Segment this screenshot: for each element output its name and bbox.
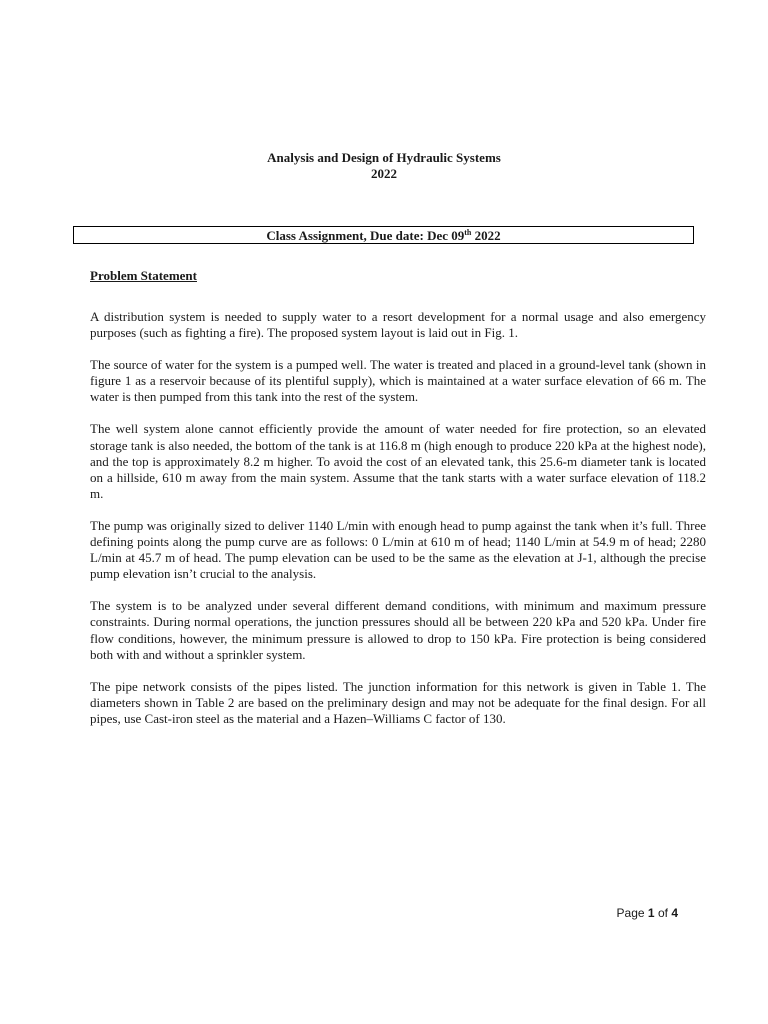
- assignment-due-text: Class Assignment, Due date: Dec 09: [266, 228, 465, 243]
- paragraph-demand-conditions: The system is to be analyzed under several different demand conditions, with minimum and maximum pressure constraints. During normal operations, the junction pressures should all be between 220 kPa and 520 kPa. Under fire flow conditions, however, the minimum pressure is allowed to drop to 150 kPa. Fire protection is being considered both with and without a sprinkler system.: [90, 598, 706, 662]
- page-label: Page: [616, 906, 645, 920]
- paragraph-pipe-network: The pipe network consists of the pipes listed. The junction information for this network is given in Table 1. The diameters shown in Table 2 are based on the preliminary design and may not be adequate for the final design. For all pipes, use Cast-iron steel as the material and a Hazen–Williams C factor of 130.: [90, 678, 706, 726]
- paragraph-pump: The pump was originally sized to deliver 1140 L/min with enough head to pump against the tank when it’s full. Three defining points along the pump curve are as follows: 0 L/min at 610 m of head; 1140 L/min at 54.9 m of head; 2280 L/min at 45.7 m of head. The pump elevation can be used to be the same as the elevation at J-1, although the precise pump elevation isn’t crucial to the analysis.: [90, 517, 706, 582]
- current-page-number: 1: [647, 906, 655, 920]
- document-year: 2022: [371, 166, 397, 181]
- of-label: of: [657, 906, 668, 920]
- page-number-footer: [617, 906, 678, 920]
- paragraph-elevated-tank: The well system alone cannot efficiently provide the amount of water needed for fire protection, so an elevated storage tank is also needed, the bottom of the tank is at 116.8 m (high enough to produce 220 kPa at the highest node), and the top is approximately 8.2 m higher. To avoid the cost of an elevated tank, this 25.6-m diameter tank is located on a hillside, 610 m away from the main system. Assume that the tank starts with a water surface elevation of 118.2 m.: [90, 421, 706, 501]
- paragraph-intro: A distribution system is needed to supply water to a resort development for a normal usage and also emergency purposes (such as fighting a fire). The proposed system layout is laid out in Fig. 1.: [90, 309, 706, 341]
- paragraph-water-source: The source of water for the system is a pumped well. The water is treated and placed in a ground-level tank (shown in figure 1 as a reservoir because of its plentiful supply), which is maintained at a water surface elevation of 66 m. The water is then pumped from this tank into the rest of the system.: [90, 357, 706, 405]
- date-ordinal-suffix: th: [464, 228, 472, 237]
- assignment-banner: [73, 226, 694, 244]
- total-pages-number: 4: [671, 906, 678, 920]
- assignment-due-year: 2022: [471, 228, 501, 243]
- section-heading: Problem Statement: [90, 268, 197, 283]
- problem-body: [90, 309, 706, 743]
- document-title: Analysis and Design of Hydraulic Systems: [267, 150, 501, 165]
